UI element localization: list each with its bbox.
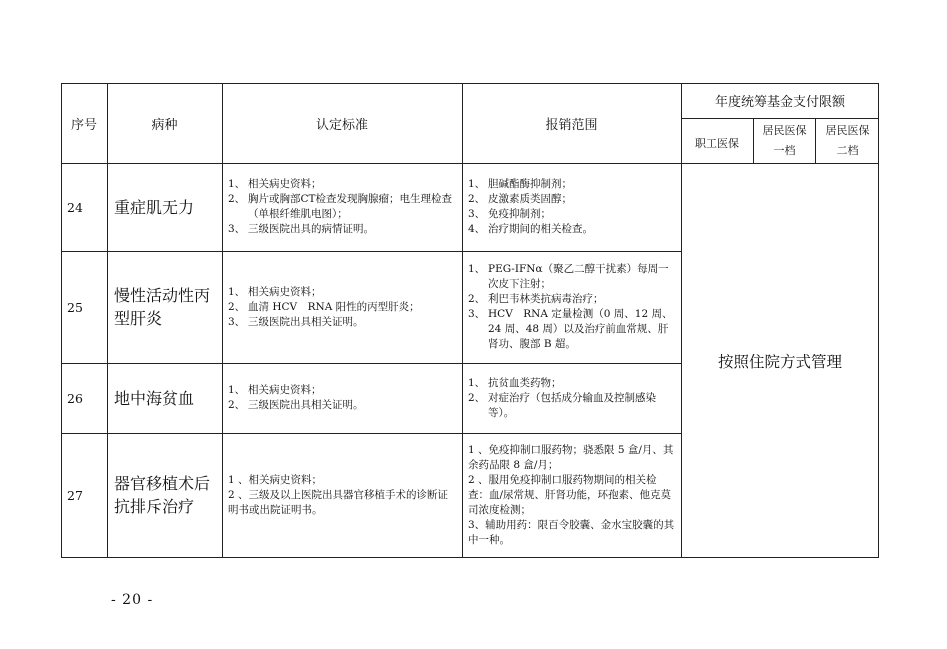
item-text: 免疫抑制剂； (488, 208, 551, 220)
item-number: 1、 (468, 178, 486, 190)
item-text: 皮激素质类固醇； (488, 193, 572, 205)
page-number: - 20 - (111, 592, 154, 608)
item-text: HCV RNA 定量检测（0 周、12 周、24 周、48 周）以及治疗前血常规、肝肾功、腹部 B 超。 (488, 308, 673, 350)
item-text: 抗贫血类药物； (488, 376, 562, 389)
row-criteria (222, 163, 462, 251)
item-text: 利巴韦林类抗病毒治疗； (488, 293, 604, 305)
list-item (468, 292, 677, 307)
list-item (468, 192, 677, 207)
row-criteria (222, 433, 462, 557)
list-item (468, 177, 677, 192)
header-disease: 病种 (151, 117, 178, 133)
list-item (228, 192, 458, 222)
header-resident2: 居民医保二档 (825, 123, 870, 157)
item-text: 血清 HCV RNA 阳性的丙型肝炎； (248, 300, 420, 313)
list-item (228, 285, 458, 300)
item-number: 1、 (468, 376, 486, 389)
header-criteria: 认定标准 (315, 117, 368, 133)
item-number: 1、 (468, 263, 486, 275)
item-text: 相关病史资料； (248, 384, 322, 396)
merged-limit-cell: 按照住院方式管理 (717, 352, 842, 371)
list-item (468, 518, 677, 548)
item-text: 3、辅助用药：限百令胶囊、金水宝胶囊的其中一种。 (468, 518, 675, 546)
policy-table (61, 83, 879, 558)
item-text: 对症治疗（包括成分输血及控制感染等）。 (488, 391, 656, 419)
item-number: 1、 (228, 384, 246, 396)
row-criteria (222, 251, 462, 363)
table-border-bottom (61, 557, 879, 558)
item-text: 胸片或胸部CT检查发现胸腺瘤；电生理检查（单根纤维肌电图）； (248, 193, 453, 220)
row-seq: 26 (67, 390, 83, 406)
row-scope (462, 433, 681, 557)
item-text: 胆碱酯酶抑制剂； (488, 178, 572, 190)
item-text: 1 、相关病史资料； (228, 473, 323, 486)
row-disease: 器官移植术后抗排斥治疗 (114, 474, 211, 516)
list-item (468, 262, 677, 292)
list-item (468, 391, 677, 421)
item-number: 2、 (468, 293, 486, 305)
list-item (228, 300, 458, 315)
header-scope: 报销范围 (545, 117, 598, 133)
header-limit-group: 年度统筹基金支付限额 (714, 95, 845, 110)
row-scope (462, 251, 681, 363)
list-item (468, 307, 677, 352)
list-item (468, 473, 677, 518)
list-item (468, 207, 677, 222)
item-text: 三级医院出具相关证明。 (248, 315, 364, 328)
row-disease: 地中海贫血 (114, 388, 195, 408)
list-item (228, 398, 458, 413)
item-text: 2 、服用免疫抑制口服药物期间的相关检查：血/尿常规、肝肾功能，环孢素、他克莫司浓度检测； (468, 473, 672, 516)
item-text: 相关病史资料； (248, 178, 322, 190)
item-number: 2、 (228, 193, 246, 205)
item-number: 2、 (228, 300, 246, 313)
row-seq: 24 (67, 199, 83, 215)
item-number: 3、 (468, 208, 486, 220)
row-seq: 27 (67, 487, 83, 503)
list-item (228, 177, 458, 192)
list-item (468, 443, 677, 473)
row-scope (462, 163, 681, 251)
list-item (228, 383, 458, 398)
item-number: 4、 (468, 223, 486, 235)
row-seq: 25 (67, 299, 83, 315)
list-item (468, 222, 677, 237)
item-number: 3、 (228, 223, 246, 235)
item-number: 1、 (228, 285, 246, 298)
row-disease: 重症肌无力 (114, 197, 195, 217)
row-disease: 慢性活动性丙型肝炎 (114, 286, 211, 328)
item-text: 2 、三级及以上医院出具器官移植手术的诊断证明书或出院证明书。 (228, 488, 449, 516)
header-employee: 职工医保 (695, 136, 739, 150)
item-text: 1 、免疫抑制口服药物；骁悉限 5 盒/月、其余药品限 8 盒/月； (468, 443, 674, 471)
row-scope (462, 363, 681, 433)
item-number: 3、 (228, 315, 246, 328)
list-item (228, 315, 458, 330)
item-number: 2、 (468, 391, 486, 404)
item-text: 三级医院出具的病情证明。 (248, 223, 374, 235)
item-number: 3、 (468, 308, 486, 320)
item-text: 相关病史资料； (248, 285, 322, 298)
item-number: 1、 (228, 178, 246, 190)
item-text: PEG-IFNα（聚乙二醇干扰素）每周一次皮下注射； (488, 263, 669, 290)
item-text: 治疗期间的相关检查。 (488, 223, 593, 235)
list-item (228, 222, 458, 237)
list-item (468, 376, 677, 391)
list-item (228, 473, 458, 488)
list-item (228, 488, 458, 518)
header-seq: 序号 (70, 117, 97, 133)
header-resident1: 居民医保一档 (762, 123, 807, 157)
item-number: 2、 (468, 193, 486, 205)
row-criteria (222, 363, 462, 433)
item-number: 2、 (228, 399, 246, 411)
item-text: 三级医院出具相关证明。 (248, 399, 364, 411)
